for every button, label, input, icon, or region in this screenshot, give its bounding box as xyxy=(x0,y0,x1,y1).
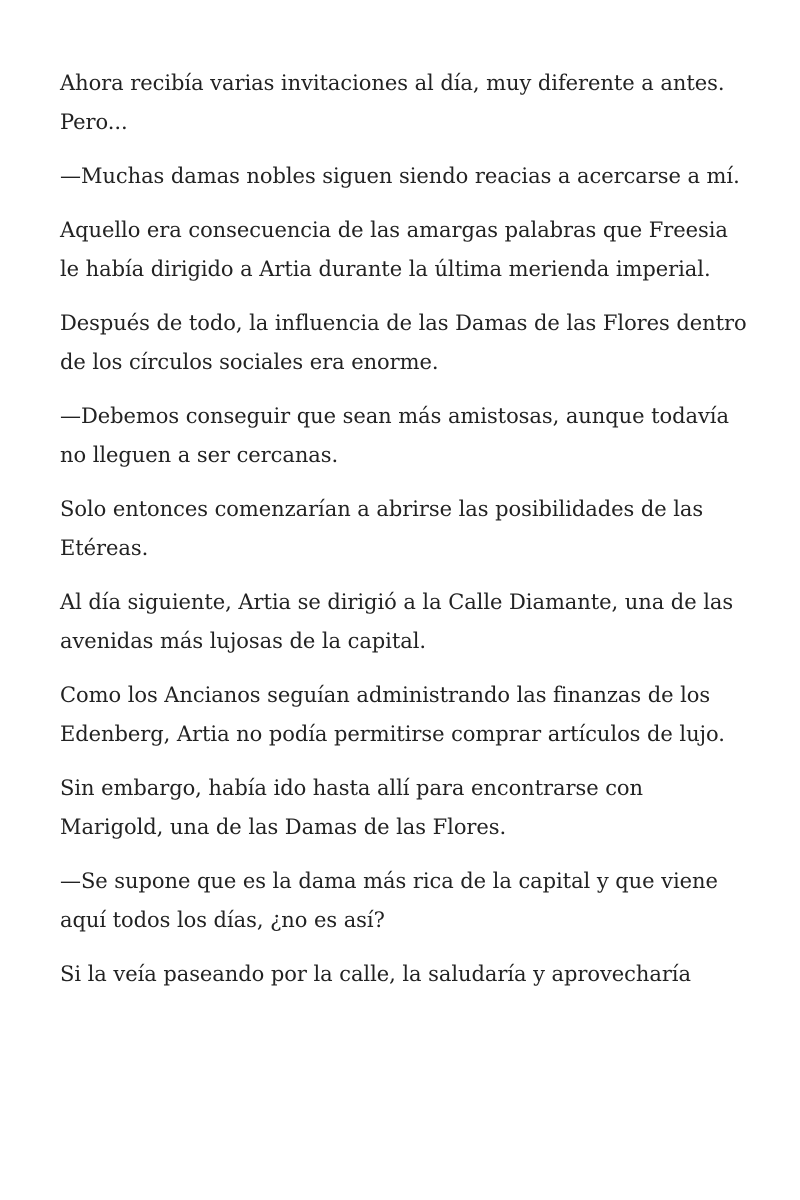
paragraph: —Se supone que es la dama más rica de la capital y que viene aquí todos los días, ¿no es así? xyxy=(60,869,718,932)
paragraph: Si la veía paseando por la calle, la saludaría y aprovecharía xyxy=(60,962,691,986)
paragraph: Como los Ancianos seguían administrando las finanzas de los Edenberg, Artia no podía permitirse comprar artículos de lujo. xyxy=(60,683,725,746)
paragraph: Aquello era consecuencia de las amargas palabras que Freesia le había dirigido a Artia durante la última merienda imperial. xyxy=(60,218,728,281)
paragraph: Ahora recibía varias invitaciones al día, muy diferente a antes. Pero... xyxy=(60,71,725,134)
paragraph: Sin embargo, había ido hasta allí para encontrarse con Marigold, una de las Damas de las Flores. xyxy=(60,776,643,839)
document-body xyxy=(60,64,750,1009)
paragraph: Solo entonces comenzarían a abrirse las posibilidades de las Etéreas. xyxy=(60,497,704,560)
paragraph: —Muchas damas nobles siguen siendo reacias a acercarse a mí. xyxy=(60,164,740,188)
paragraph: Después de todo, la influencia de las Damas de las Flores dentro de los círculos sociales era enorme. xyxy=(60,311,747,374)
paragraph: Al día siguiente, Artia se dirigió a la Calle Diamante, una de las avenidas más lujosas de la capital. xyxy=(60,590,734,653)
paragraph: —Debemos conseguir que sean más amistosas, aunque todavía no lleguen a ser cercanas. xyxy=(60,404,729,467)
